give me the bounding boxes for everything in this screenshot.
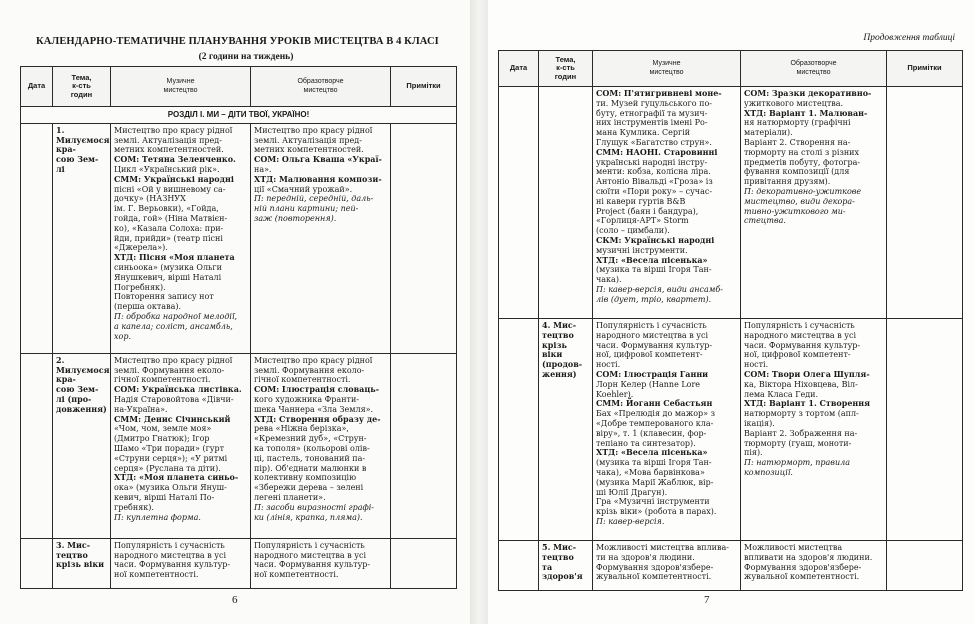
cell-line: Мистецтво про красу рідної [254, 125, 373, 135]
cell-line: СОМ: Твори Олега Шупля- [744, 368, 870, 379]
cell-line: метних компетентностей. [254, 145, 364, 155]
cell-line: «Збережи дерева – зелені [254, 483, 364, 493]
cell-line: Формування здоров'язбере- [596, 562, 714, 572]
cell-line: Гра «Музичні інструменти [596, 497, 710, 507]
cell-line: ній плани картини; пей- [254, 204, 359, 214]
cell-line: народного мистецтва в усі [744, 330, 857, 340]
cell-line: лів (дует, тріо, квартет). [596, 294, 712, 304]
cell-line: П: кавер-версія. [596, 516, 665, 526]
notes-cell [391, 123, 457, 353]
cell-line: Можливості мистецтва вплива- [596, 543, 729, 552]
cell-line: ХТД: Малювання компози- [254, 173, 382, 184]
cell-line: П: кавер-версія, види ансамб- [596, 284, 723, 294]
cell-line: СММ: Українські народні [114, 173, 234, 184]
cell-line: стецтва. [744, 216, 786, 226]
cell-line: тивно-ужиткового ми- [744, 206, 846, 216]
topic-cell [53, 538, 111, 588]
cell-line: Бах «Прелюдія до мажор» з [596, 409, 715, 419]
cell-line: землі. Актуалізація пред- [254, 135, 362, 145]
cell-line: пія). [744, 448, 763, 458]
cell-line: жувальної компетентності. [596, 572, 712, 582]
cell-line: Project (баян і бандура), [596, 206, 699, 216]
cell-line: пісні «Ой у вишневому са- [114, 184, 226, 194]
visual-cell [251, 538, 391, 588]
cell-line: сою Зем- [56, 384, 99, 395]
cell-line: народного мистецтва в усі [596, 330, 709, 340]
cell-line: рева «Ніжна берізка», [254, 424, 349, 434]
cell-line: хор. [114, 331, 131, 341]
cell-line: а капела; соліст, ансамбль, [114, 321, 233, 331]
cell-line: СММ: Йоганн Себастьян [596, 398, 713, 409]
cell-line: (продов- [542, 359, 583, 370]
cell-line: лі (про- [56, 393, 92, 404]
cell-line: гічної компетентності. [254, 375, 351, 385]
cell-line: Популярність і сучасність [254, 540, 365, 550]
cell-line: тюрморту на столі з різних [744, 147, 860, 157]
cell-line: тюрморту (гуаш, моноти- [744, 438, 852, 448]
cell-line: ти. Музей гуцульського по- [596, 98, 712, 108]
cell-line: метних компетентностей. [114, 145, 224, 155]
music-cell [111, 353, 251, 538]
table-row [499, 319, 963, 541]
planning-table-right [498, 50, 963, 591]
continuation-label: Продовження таблиці [863, 33, 955, 43]
table-row [21, 123, 457, 353]
cell-line: Лорн Келер (Hanne Lore [596, 379, 701, 389]
cell-line: ХТД: «Весела пісенька» [596, 447, 708, 458]
cell-line: кого художника Франти- [254, 394, 359, 404]
topic-cell [53, 353, 111, 538]
cell-line: П: натюрморт, правила [744, 458, 850, 468]
cell-line: СОМ: Ілюстрація словаць- [254, 384, 380, 395]
header-music: Музичне мистецтво [593, 51, 741, 87]
cell-line: Надія Старовойтова «Дівчи- [114, 394, 234, 404]
cell-line: гребняк). [114, 502, 154, 512]
cell-line: ім. Г. Верьовки), «Гойда, [114, 204, 219, 214]
cell-line: П: декоративно-ужиткове [744, 186, 862, 196]
notes-cell [887, 87, 963, 319]
cell-line: 1. Милуємося кра- [56, 124, 110, 155]
cell-line: Популярність і сучасність [744, 321, 855, 330]
music-cell [593, 319, 741, 541]
music-cell [593, 541, 741, 591]
cell-line: ока» (музика Ольги Януш- [114, 483, 227, 493]
cell-line: на-Україна». [114, 404, 168, 414]
cell-line: СОМ: П'ятигривневі моне- [596, 88, 722, 98]
date-cell [499, 319, 539, 541]
cell-line: ні кавери гуртів B&B [596, 196, 686, 206]
cell-line: синьоока» (музика Ольги [114, 262, 222, 272]
cell-line: серця» (Руслана та діти). [114, 463, 221, 473]
cell-line: землі. Формування еколо- [114, 365, 225, 375]
cell-line: Можливості мистецтва [744, 543, 843, 552]
cell-line: музичні інструменти. [596, 245, 688, 255]
topic-cell [539, 87, 593, 319]
cell-line: ХТД: Варіант 1. Створення [744, 398, 871, 409]
cell-line: П: обробка народної мелодії, [114, 311, 238, 321]
cell-line: народного мистецтва в усі [114, 550, 227, 560]
cell-line: мана Кумлика. Сергій [596, 128, 691, 138]
cell-line: ХТД: «Весела пісенька» [596, 254, 708, 265]
left-page [0, 0, 470, 624]
cell-line: часи. Формування культур- [254, 560, 371, 570]
planning-table-left [20, 66, 457, 589]
notes-cell [887, 541, 963, 591]
cell-line: ної, цифрової компетент- [596, 350, 703, 360]
cell-line: менти: кобза, колісна ліра. [596, 167, 711, 177]
header-topic: Тема, к-сть годин [539, 51, 593, 87]
cell-line: ХТД: Створення образу де- [254, 413, 381, 424]
header-topic: Тема, к-сть годин [53, 67, 111, 107]
header-visual: Образотворче мистецтво [741, 51, 887, 87]
cell-line: 4. Мис- [542, 320, 577, 330]
visual-cell [251, 353, 391, 538]
right-page [488, 0, 975, 624]
cell-line: сою Зем- [56, 154, 99, 165]
cell-line: СКМ: Українські народні [596, 234, 715, 245]
cell-line: крізь віки [56, 559, 105, 570]
cell-line: тецтво [56, 549, 88, 560]
table-row [499, 87, 963, 319]
cell-line: тепіано та синтезатор). [596, 438, 696, 448]
cell-line: довження) [56, 403, 107, 414]
cell-line: лема Класа Геди. [744, 389, 819, 399]
cell-line: Варіант 2. Створення на- [744, 137, 851, 147]
cell-line: Варіант 2. Зображення на- [744, 428, 858, 438]
cell-line: ної, цифрової компетент- [744, 350, 851, 360]
cell-line: предметів побуту, фотогра- [744, 157, 861, 167]
cell-line: чака), «Мова барвінкова» [596, 467, 705, 477]
notes-cell [887, 319, 963, 541]
cell-line: Koehler). [596, 389, 634, 399]
cell-line: сюїти «Пори року» – сучас- [596, 186, 713, 196]
cell-line: часи. Формування культур- [114, 560, 231, 570]
topic-cell [539, 541, 593, 591]
cell-line: «Струни серця»); «У ритмі [114, 453, 228, 463]
cell-line: землі. Актуалізація пред- [114, 135, 222, 145]
topic-cell [53, 123, 111, 353]
cell-line: ка тополя» (кольорові олів- [254, 443, 370, 453]
cell-line: СОМ: Тетяна Зеленченко. [114, 154, 236, 165]
cell-line: ХТД: Варіант 1. Малюван- [744, 107, 868, 118]
cell-line: Янушкевич, вірші Наталі [114, 272, 222, 282]
cell-line: буту, етнографії та музич- [596, 108, 708, 118]
cell-line: «Горлиця-АРТ» Storm [596, 216, 689, 226]
document-title: КАЛЕНДАРНО-ТЕМАТИЧНЕ ПЛАНУВАННЯ УРОКІВ МИСТЕЦТВА В 4 КЛАСІ [36, 36, 439, 47]
cell-line: Формування здоров'язбере- [744, 562, 862, 572]
table-header-row [21, 67, 457, 107]
cell-line: (соло – цимбали). [596, 226, 670, 236]
cell-line: Погребняк). [114, 282, 166, 292]
cell-line: матеріали). [744, 128, 793, 138]
cell-line: жувальної компетентності. [744, 572, 860, 582]
cell-line: Глущук «Багатство струн». [596, 137, 712, 147]
cell-line: здоров'я [542, 571, 583, 582]
cell-line: ності. [596, 360, 621, 370]
header-date: Дата [21, 67, 53, 107]
cell-line: впливати на здоров'я людини. [744, 552, 873, 562]
cell-line: ХТД: «Моя планета синьо- [114, 472, 239, 483]
cell-line: Мистецтво про красу рідної [114, 355, 233, 365]
table-row [21, 538, 457, 588]
topic-cell [539, 319, 593, 541]
cell-line: (музика Марії Жаблюк, вір- [596, 477, 714, 487]
cell-line: СОМ: Ілюстрація Ганни [596, 368, 709, 379]
table-row [21, 353, 457, 538]
cell-line: чака). [596, 275, 622, 285]
cell-line: СММ: НАОНІ. Старовинні [596, 146, 718, 157]
table-header-row [499, 51, 963, 87]
music-cell [111, 123, 251, 353]
cell-line: та [542, 561, 553, 572]
cell-line: привітання друзям). [744, 177, 831, 187]
date-cell [499, 87, 539, 319]
cell-line: (музика та вірші Ігоря Тан- [596, 265, 712, 275]
cell-line: натюрморту з тортом (апл- [744, 409, 859, 419]
cell-line: лі [56, 163, 65, 174]
cell-line: 2. Милуємося кра- [56, 354, 110, 385]
cell-line: народного мистецтва в усі [254, 550, 367, 560]
section-row [21, 107, 457, 124]
cell-line: П: передній, середній, даль- [254, 194, 374, 204]
cell-line: ності. [744, 360, 769, 370]
cell-line: «Джерела»). [114, 243, 168, 253]
cell-line: П: куплетна форма. [114, 512, 201, 522]
cell-line: Антоніо Вівальді «Гроза» із [596, 177, 713, 187]
cell-line: СОМ: Зразки декоративно- [744, 88, 872, 98]
header-notes: Примітки [391, 67, 457, 107]
cell-line: П: засоби виразності графі- [254, 502, 374, 512]
cell-line: СОМ: Ольга Кваша «Украї- [254, 154, 382, 165]
cell-line: мистецтво, види декора- [744, 196, 855, 206]
cell-line: гойда, гой» (Ніна Матвієн- [114, 213, 228, 223]
cell-line: Шамо «Три поради» (гурт [114, 443, 225, 453]
cell-line: Мистецтво про красу рідної [114, 125, 233, 135]
cell-line: «Добре темперованого кла- [596, 418, 714, 428]
cell-line: колективну композицію [254, 473, 357, 483]
document-subtitle: (2 години на тиждень) [198, 52, 294, 62]
cell-line: ко), «Казала Солоха: при- [114, 223, 224, 233]
cell-line: СММ: Денис Січинський [114, 413, 231, 424]
header-music: Музичне мистецтво [111, 67, 251, 107]
cell-line: крізь віки» (робота в парах). [596, 507, 717, 517]
cell-line: (музика та вірші Ігоря Тан- [596, 458, 712, 468]
cell-line: ікація). [744, 418, 775, 428]
cell-line: українські народні інстру- [596, 157, 708, 167]
notes-cell [391, 538, 457, 588]
cell-line: заж (повторення). [254, 213, 337, 223]
cell-line: ції «Смачний урожай». [254, 184, 353, 194]
cell-line: Популярність і сучасність [114, 540, 225, 550]
date-cell [21, 538, 53, 588]
cell-line: (Дмитро Гнатюк); Ігор [114, 434, 210, 444]
notes-cell [391, 353, 457, 538]
cell-line: ної компетентності. [114, 570, 199, 580]
cell-line: СОМ: Українська листівка. [114, 384, 242, 395]
book-gutter [470, 0, 488, 624]
cell-line: на». [254, 164, 272, 174]
cell-line: часи. Формування культур- [596, 340, 713, 350]
cell-line: них інструментів імені Ро- [596, 118, 708, 128]
section-title: РОЗДІЛ І. МИ – ДІТИ ТВОЇ, УКРАЇНО! [21, 107, 457, 124]
cell-line: фування композиції (для [744, 167, 850, 177]
cell-line: Цикл «Український рік». [114, 164, 220, 174]
header-visual: Образотворче мистецтво [251, 67, 391, 107]
cell-line: Повторення запису нот [114, 292, 214, 302]
cell-line: (перша октава). [114, 302, 182, 312]
visual-cell [741, 541, 887, 591]
cell-line: дочку» (НАЗНУХ [114, 194, 186, 204]
cell-line: 3. Мис- [56, 539, 91, 550]
cell-line: шека Чаннера «Зла Земля». [254, 404, 374, 414]
cell-line: Мистецтво про красу рідної [254, 355, 373, 365]
visual-cell [741, 319, 887, 541]
cell-line: «Кремезний дуб», «Струн- [254, 434, 367, 444]
cell-line: тецтво [542, 329, 574, 340]
cell-line: ження) [542, 368, 577, 379]
cell-line: легені планети». [254, 492, 326, 502]
cell-line: йди, прийди» (театр пісні [114, 233, 223, 243]
cell-line: часи. Формування культур- [744, 340, 861, 350]
table-row [499, 541, 963, 591]
cell-line: тецтво [542, 551, 574, 562]
date-cell [21, 353, 53, 538]
cell-line: композиції. [744, 467, 793, 477]
cell-line: ужиткового мистецтва. [744, 98, 844, 108]
visual-cell [251, 123, 391, 353]
cell-line: землі. Формування еколо- [254, 365, 365, 375]
date-cell [499, 541, 539, 591]
header-date: Дата [499, 51, 539, 87]
cell-line: ки (лінія, крапка, пляма). [254, 512, 363, 522]
page-number: 6 [232, 594, 238, 606]
cell-line: ти на здоров'я людини. [596, 552, 695, 562]
music-cell [593, 87, 741, 319]
cell-line: ної компетентності. [254, 570, 339, 580]
header-notes: Примітки [887, 51, 963, 87]
cell-line: крізь віки [542, 339, 567, 360]
cell-line: ці, пастель, тонований па- [254, 453, 366, 463]
cell-line: кевич, вірші Наталі По- [114, 492, 215, 502]
date-cell [21, 123, 53, 353]
cell-line: пір). Об'єднати малюнки в [254, 463, 367, 473]
visual-cell [741, 87, 887, 319]
cell-line: гічної компетентності. [114, 375, 211, 385]
cell-line: «Чом, чом, земле моя» [114, 424, 212, 434]
cell-line: Популярність і сучасність [596, 321, 707, 330]
cell-line: ші Юлії Драгун). [596, 487, 668, 497]
music-cell [111, 538, 251, 588]
cell-line: ня натюрморту (графічні [744, 118, 851, 128]
cell-line: ХТД: Пісня «Моя планета [114, 252, 235, 263]
cell-line: віру», т. 1 (клавесин, фор- [596, 428, 707, 438]
page-number: 7 [704, 594, 710, 606]
cell-line: ка, Віктора Ніховцева, Віл- [744, 379, 858, 389]
cell-line: 5. Мис- [542, 542, 577, 552]
